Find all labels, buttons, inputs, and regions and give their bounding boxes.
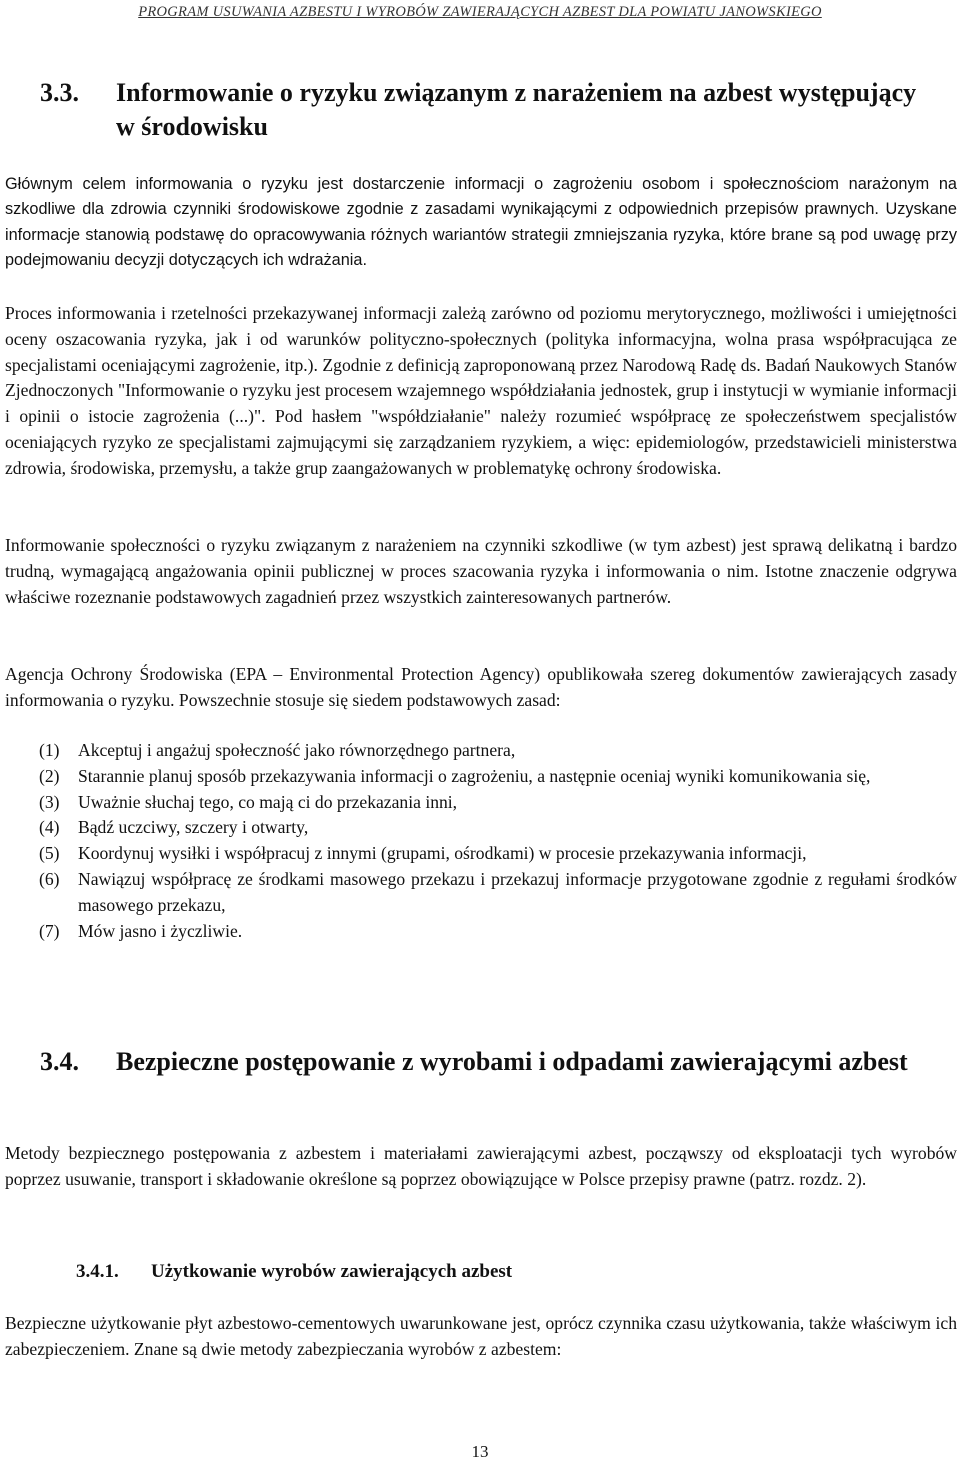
section-3-3-heading: [40, 76, 920, 144]
list-item: (5) Koordynuj wysiłki i współpracuj z innymi (grupami, ośrodkami) w procesie przekazywania informacji,: [39, 843, 807, 864]
principles-list: [5, 738, 957, 944]
paragraph: Bezpieczne użytkowanie płyt azbestowo-cementowych uwarunkowane jest, oprócz czynnika czasu użytkowania, także właściwym ich zabezpieczeniem. Znane są dwie metody zabezpieczania wyrobów z azbestem:: [5, 1313, 957, 1359]
section-title: Bezpieczne postępowanie z wyrobami i odpadami zawierającymi azbest: [116, 1047, 908, 1076]
section-number: 3.3.: [40, 78, 79, 107]
page-number: 13: [471, 1442, 489, 1461]
section-3-4-1-heading: [76, 1259, 916, 1285]
paragraph: Głównym celem informowania o ryzyku jest dostarczenie informacji o zagrożeniu osobom i społecznościom narażonym na szkodliwe dla zdrowia czynniki środowiskowe zgodnie z zasadami wynikającymi z odpowiednich przepisów prawnych. Uzyskane informacje stanowią podstawę do opracowywania różnych wariantów strategii zmniejszania ryzyka, które brane są pod uwagę przy podejmowaniu decyzji dotyczących ich wdrażania.: [5, 175, 957, 270]
section-title: Informowanie o ryzyku związanym z narażeniem na azbest występujący w środowisku: [116, 78, 917, 141]
list-item: (4) Bądź uczciwy, szczery i otwarty,: [39, 817, 309, 838]
paragraph: Informowanie społeczności o ryzyku związanym z narażeniem na czynniki szkodliwe (w tym azbest) jest sprawą delikatną i bardzo trudną, wymagającą angażowania opinii publicznej w proces szacowania ryzyka i informowania o nim. Istotne znaczenie odgrywa właściwe rozeznanie podstawowych zagadnień przez wszystkich zainteresowanych partnerów.: [5, 535, 957, 607]
subsection-number: 3.4.1.: [76, 1261, 119, 1282]
paragraph: Metody bezpiecznego postępowania z azbestem i materiałami zawierającymi azbest, począwszy od eksploatacji tych wyrobów poprzez usuwanie, transport i składowanie określone są poprzez obowiązujące w Polsce przepisy prawne (patrz. rozdz. 2).: [5, 1143, 957, 1189]
paragraph: Proces informowania i rzetelności przekazywanej informacji zależą zarówno od poziomu merytorycznego, możliwości i umiejętności oceny oszacowania ryzyka, jak i od warunków polityczno-społecznych (polityka informacyjna, wolna prasa współpracująca ze specjalistami oceniającymi zagrożenie, itp.). Zgodnie z definicją zaproponowaną przez Narodową Radę ds. Badań Naukowych Stanów Zjednoczonych "Informowanie o ryzyku jest procesem wzajemnego współdziałania jednostek, grup i instytucji w wymianie informacji i opinii o istocie zagrożenia (...)". Pod hasłem "współdziałanie" należy rozumieć współpracę ze społeczeństwem specjalistów oceniających ryzyko ze specjalistami zajmującymi się zarządzaniem ryzykiem, a więc: epidemiologów, przedstawicieli ministerstwa zdrowia, środowiska, przemysłu, a także grup zaangażowanych w problematykę ochrony środowiska.: [5, 303, 957, 478]
running-header: PROGRAM USUWANIA AZBESTU I WYROBÓW ZAWIERAJĄCYCH AZBEST DLA POWIATU JANOWSKIEGO: [138, 4, 822, 20]
section-3-4-heading: [40, 1045, 920, 1079]
list-item: (2) Starannie planuj sposób przekazywania informacji o zagrożeniu, a następnie oceniaj wyniki komunikowania się,: [39, 765, 871, 786]
paragraph: Agencja Ochrony Środowiska (EPA – Environmental Protection Agency) opublikowała szereg dokumentów zawierających zasady informowania o ryzyku. Powszechnie stosuje się siedem podstawowych zasad:: [5, 664, 957, 710]
section-number: 3.4.: [40, 1047, 79, 1076]
list-item: (7) Mów jasno i życzliwie.: [39, 920, 243, 941]
list-item: (3) Uważnie słuchaj tego, co mają ci do przekazania inni,: [39, 791, 458, 812]
subsection-title: Użytkowanie wyrobów zawierających azbest: [151, 1261, 513, 1282]
list-item: (1) Akceptuj i angażuj społeczność jako równorzędnego partnera,: [39, 740, 516, 760]
list-item: (6) Nawiązuj współpracę ze środkami masowego przekazu i przekazuj informacje przygotowane zgodnie z regułami środków masowego przekazu,: [39, 868, 957, 915]
